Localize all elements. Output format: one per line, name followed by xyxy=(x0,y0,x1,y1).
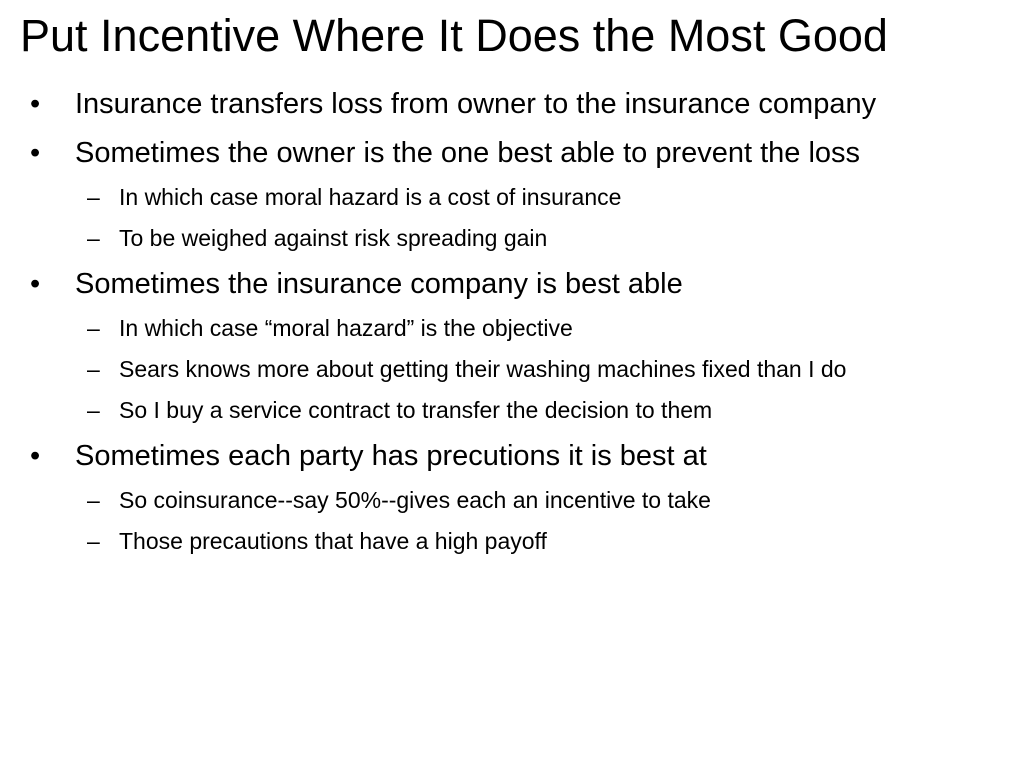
sub-bullet-text: In which case moral hazard is a cost of insurance xyxy=(119,184,622,210)
sub-bullet-text: So coinsurance--say 50%--gives each an incentive to take xyxy=(119,487,711,513)
bullet-item xyxy=(30,84,945,124)
sub-bullet-item xyxy=(87,393,999,427)
bullet-icon: • xyxy=(30,88,41,120)
sub-bullet-item xyxy=(87,352,999,386)
dash-icon: – xyxy=(87,356,100,382)
bullet-text: Sometimes the insurance company is best able xyxy=(75,268,683,300)
sub-bullet-text: Those precautions that have a high payoff xyxy=(119,528,547,554)
dash-icon: – xyxy=(87,397,100,423)
sub-bullet-text: To be weighed against risk spreading gain xyxy=(119,225,548,251)
bullet-icon: • xyxy=(30,268,41,300)
bullet-item xyxy=(30,436,945,476)
bullet-text: Sometimes each party has precutions it is best at xyxy=(75,440,707,472)
sub-bullet-item xyxy=(87,311,999,345)
bullet-text: Insurance transfers loss from owner to the insurance company xyxy=(75,88,877,120)
sub-bullet-text: Sears knows more about getting their washing machines fixed than I do xyxy=(119,356,847,382)
bullet-text: Sometimes the owner is the one best able to prevent the loss xyxy=(75,137,861,169)
dash-icon: – xyxy=(87,184,100,210)
bullet-icon: • xyxy=(30,137,41,169)
dash-icon: – xyxy=(87,225,100,251)
bullet-item xyxy=(30,133,945,173)
dash-icon: – xyxy=(87,487,100,513)
dash-icon: – xyxy=(87,315,100,341)
sub-bullet-text: So I buy a service contract to transfer the decision to them xyxy=(119,397,713,423)
bullet-icon: • xyxy=(30,440,41,472)
dash-icon: – xyxy=(87,528,100,554)
sub-bullet-item xyxy=(87,180,999,214)
sub-bullet-text: In which case “moral hazard” is the objective xyxy=(119,315,573,341)
sub-bullet-item xyxy=(87,524,999,558)
slide-title: Put Incentive Where It Does the Most Good xyxy=(20,10,888,61)
sub-bullet-item xyxy=(87,483,999,517)
slide-body xyxy=(0,84,1024,558)
bullet-item xyxy=(30,264,945,304)
sub-bullet-item xyxy=(87,221,999,255)
